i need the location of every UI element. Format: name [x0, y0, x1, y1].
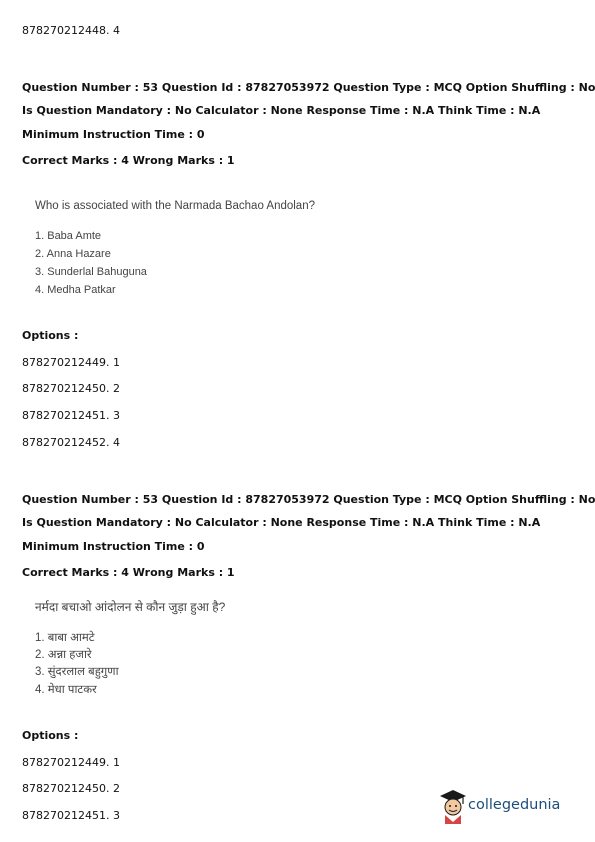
question-meta-line-1: Question Number : 53 Question Id : 87827053972 Question Type : MCQ Option Shuffling : No: [22, 81, 595, 94]
choice-item: 3. Sunderlal Bahuguna: [35, 266, 147, 278]
question-meta-line-4: Correct Marks : 4 Wrong Marks : 1: [22, 154, 235, 167]
option-id-line: 878270212449. 1: [22, 756, 120, 769]
question-meta-line-1: Question Number : 53 Question Id : 87827053972 Question Type : MCQ Option Shuffling : No: [22, 493, 595, 506]
question-meta-line-2: Is Question Mandatory : No Calculator : None Response Time : N.A Think Time : N.A: [22, 104, 541, 117]
choice-item: 1. बाबा आमटे: [35, 632, 95, 644]
options-label: Options :: [22, 729, 79, 742]
option-id-line: 878270212451. 3: [22, 409, 120, 422]
options-label: Options :: [22, 329, 79, 342]
previous-option-line: 878270212448. 4: [22, 24, 120, 37]
question-meta-line-4: Correct Marks : 4 Wrong Marks : 1: [22, 566, 235, 579]
option-id-line: 878270212450. 2: [22, 782, 120, 795]
question-meta-line-3: Minimum Instruction Time : 0: [22, 540, 205, 553]
option-id-line: 878270212450. 2: [22, 382, 120, 395]
question-meta-line-2: Is Question Mandatory : No Calculator : None Response Time : N.A Think Time : N.A: [22, 516, 541, 529]
logo-wordmark: collegedunia: [468, 797, 561, 813]
question-text: नर्मदा बचाओ आंदोलन से कौन जुड़ा हुआ है?: [35, 600, 226, 614]
option-id-line: 878270212452. 4: [22, 436, 120, 449]
choice-item: 4. Medha Patkar: [35, 284, 116, 296]
choice-item: 4. मेधा पाटकर: [35, 684, 97, 696]
choice-item: 2. अन्ना हजारे: [35, 649, 92, 661]
option-id-line: 878270212449. 1: [22, 356, 120, 369]
question-meta-line-3: Minimum Instruction Time : 0: [22, 128, 205, 141]
choice-item: 2. Anna Hazare: [35, 248, 111, 260]
option-id-line: 878270212451. 3: [22, 809, 120, 822]
collegedunia-logo[interactable]: [438, 786, 578, 826]
choice-item: 1. Baba Amte: [35, 230, 102, 242]
graduate-mascot-icon: [438, 786, 468, 826]
question-text: Who is associated with the Narmada Bachao Andolan?: [35, 200, 315, 212]
choice-item: 3. सुंदरलाल बहुगुणा: [35, 666, 119, 678]
